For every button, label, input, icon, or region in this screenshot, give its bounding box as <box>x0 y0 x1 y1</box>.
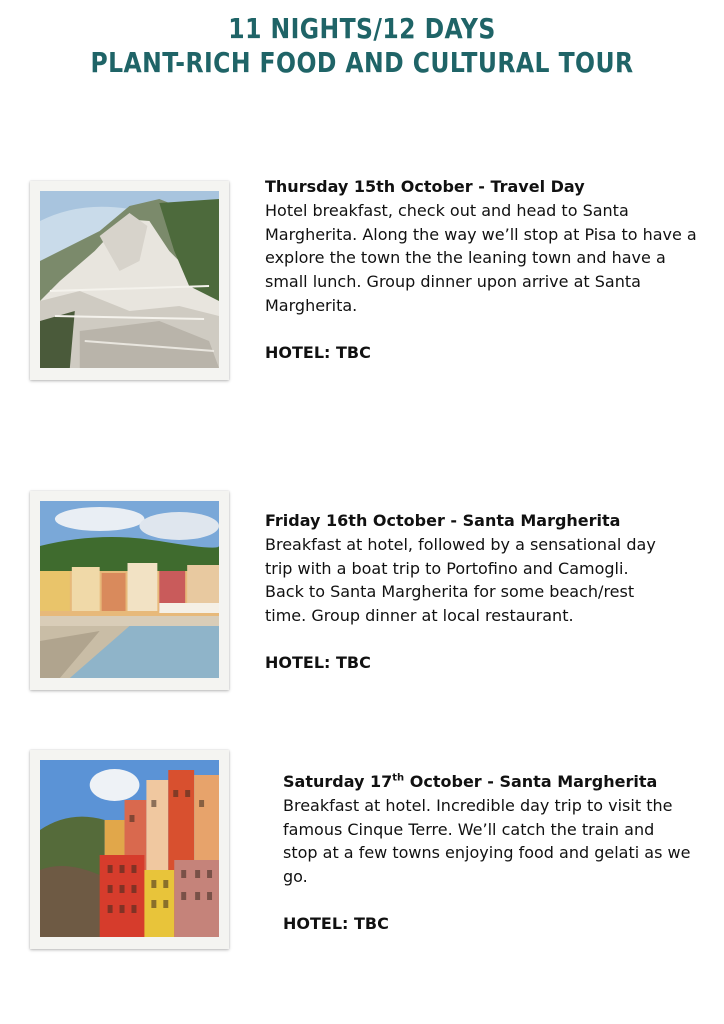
day-description-line: Breakfast at hotel. Incredible day trip to visit the <box>283 795 673 815</box>
santa-margherita-photo <box>30 491 229 690</box>
day-heading-prefix: Saturday 17 <box>283 772 393 791</box>
hotel-label: HOTEL: TBC <box>265 652 371 672</box>
title-line-1: 11 NIGHTS/12 DAYS <box>228 12 496 45</box>
cinque-terre-photo <box>30 750 229 949</box>
hotel-label: HOTEL: TBC <box>283 913 389 933</box>
day-heading-suffix: October - Santa Margherita <box>404 772 658 791</box>
hotel-label: HOTEL: TBC <box>265 342 371 362</box>
day-description-line: time. Group dinner at local restaurant. <box>265 606 574 626</box>
day-entry-thursday <box>265 175 705 365</box>
day-entry-saturday <box>283 770 723 936</box>
day-heading: Friday 16th October - Santa Margherita <box>265 511 621 530</box>
day-description-line: trip with a boat trip to Portofino and Camogli. <box>265 558 629 578</box>
beach-image <box>40 501 219 678</box>
day-description-line: Back to Santa Margherita for some beach/rest <box>265 582 635 602</box>
day-description-line: Margherita. <box>265 295 358 315</box>
day-description-line: Hotel breakfast, check out and head to Santa <box>265 200 629 220</box>
day-description-line: explore the town the the leaning town and have a <box>265 248 666 268</box>
day-heading <box>283 770 723 794</box>
cinque-terre-image <box>40 760 219 937</box>
day-heading: Thursday 15th October - Travel Day <box>265 177 585 196</box>
day-entry-friday <box>265 509 705 675</box>
day-description-line: go. <box>283 867 308 887</box>
day-description-line: Breakfast at hotel, followed by a sensational day <box>265 534 656 554</box>
page-title <box>58 12 666 80</box>
ordinal-suffix: th <box>392 772 405 784</box>
title-line-2: PLANT-RICH FOOD AND CULTURAL TOUR <box>90 46 634 79</box>
quarry-image <box>40 191 219 368</box>
day-description-line: small lunch. Group dinner upon arrive at Santa <box>265 272 641 292</box>
day-description-line: stop at a few towns enjoying food and gelati as we <box>283 843 691 863</box>
day-description-line: Margherita. Along the way we’ll stop at Pisa to have a <box>265 224 697 244</box>
quarry-photo <box>30 181 229 380</box>
day-description-line: famous Cinque Terre. We’ll catch the train and <box>283 819 655 839</box>
